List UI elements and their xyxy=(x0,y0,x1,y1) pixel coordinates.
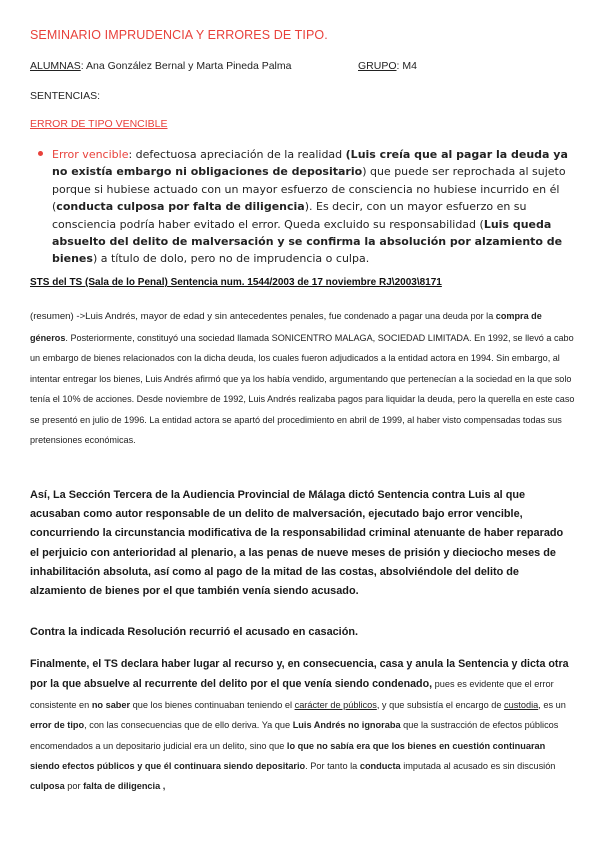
fallo-bold: error de tipo xyxy=(30,720,85,731)
alumnas-line xyxy=(30,60,291,72)
bullet-bold: conducta culposa por falta de diligencia xyxy=(56,200,305,214)
bullet-term: Error vencible xyxy=(52,148,129,161)
fallo-span: que los bienes continuaban teniendo el xyxy=(130,699,295,710)
fallo-ts-paragraph xyxy=(30,654,575,797)
document-title: SEMINARIO IMPRUDENCIA Y ERRORES DE TIPO. xyxy=(30,28,328,42)
fallo-bold: falta de diligencia , xyxy=(83,781,166,792)
fallo-span: , con las consecuencias que de ello deriva. Ya que xyxy=(84,720,293,731)
bullet-span: : defectuosa apreciación de la realidad xyxy=(128,148,346,161)
fallo-span: que la sustracción de efectos públicos encomendados a un depositario judicial era un delito, sino que xyxy=(30,720,559,751)
bullet-text xyxy=(52,146,570,268)
resumen-span: (resumen) ->Luis Andrés, mayor de edad y sin antecedentes penales, xyxy=(30,311,329,322)
fallo-lead: Finalmente, el TS declara haber lugar al recurso y, en consecuencia, casa y anula la Sentencia y dicta otra por la que absuelve al recurrente del delito por el que venía siendo condenado, xyxy=(30,658,569,691)
grupo-value: : M4 xyxy=(396,60,417,72)
fallo-bold: culposa xyxy=(30,781,65,792)
grupo-label: GRUPO xyxy=(358,60,397,72)
fallo-span: , es un xyxy=(538,699,566,710)
fallo-underline: carácter de públicos xyxy=(294,699,377,710)
fallo-bold: conducta xyxy=(359,761,401,772)
bullet-dot-icon xyxy=(38,151,43,156)
resumen-span: fue condenado a pagar una deuda por la xyxy=(328,311,496,321)
resumen-paragraph xyxy=(30,306,575,451)
fallo-span: por xyxy=(64,781,84,792)
bullet-bold: (Luis creía que al pagar la deuda ya no existía embargo ni obligaciones de depositario xyxy=(52,148,568,179)
bullet-span: ). Es decir, con un mayor esfuerzo en su consciencia podría haber evitado el error. Queda excluido su responsabilidad ( xyxy=(52,200,527,231)
fallo-underline: custodia xyxy=(504,699,539,710)
alumnas-label: ALUMNAS xyxy=(30,60,81,72)
section-heading: ERROR DE TIPO VENCIBLE xyxy=(30,118,168,130)
recurso-paragraph: Contra la indicada Resolución recurrió el acusado en casación. xyxy=(30,626,359,638)
sts-heading: STS del TS (Sala de lo Penal) Sentencia num. 1544/2003 de 17 noviembre RJ\2003\8171 xyxy=(30,277,442,288)
sentencias-label: SENTENCIAS: xyxy=(30,90,101,102)
fallo-span: , y que subsistía el encargo de xyxy=(376,699,504,710)
sentencia-audiencia-paragraph: Así, La Sección Tercera de la Audiencia Provincial de Málaga dictó Sentencia contra Luis al que acusaban como autor responsable de un delito de malversación, ejecutado bajo error vencible, concurriendo la circunstancia modificativa de la responsabilidad criminal atenuante de haber reparado el perjuicio con anterioridad al plenario, a las penas de nueve meses de prisión y dieciocho meses de inhabilitación absoluta, así como al pago de la mitad de las costas, absolviéndole del delito de alzamiento de bienes por el que también venía siendo acusado. xyxy=(30,489,564,598)
bullet-span: ) que puede ser reprochada al sujeto porque si hubiese actuado con un mayor esfuerzo de consciencia no hubiese incurrido en él ( xyxy=(52,165,566,214)
fallo-span: . Por tanto la xyxy=(305,761,360,772)
resumen-bold: compra de géneros xyxy=(30,311,542,343)
alumnas-value: : Ana González Bernal y Marta Pineda Palma xyxy=(80,60,292,72)
grupo-line xyxy=(358,60,417,72)
fallo-span: imputada al acusado es sin discusión xyxy=(400,761,556,772)
fallo-bold: Luis Andrés no ignoraba xyxy=(292,720,401,731)
fallo-bold: no saber xyxy=(91,699,131,710)
fallo-span: pues es evidente que el error consistente en xyxy=(30,679,554,710)
fallo-bold: lo que no sabía era que los bienes en cuestión continuaran siendo efectos públicos y que él continuara siendo depositario xyxy=(30,740,546,772)
bullet-span: ) a título de dolo, pero no de imprudencia o culpa. xyxy=(92,252,370,266)
bullet-bold: Luis queda absuelto del delito de malversación y se confirma la absolución por alzamiento de bienes xyxy=(52,217,563,266)
resumen-span: . Posteriormente, constituyó una sociedad llamada SONICENTRO MALAGA, SOCIEDAD LIMITADA. En 1992, se llevó a cabo un embargo de bienes relacionados con la dicha deuda, los cuales fueron adjudicados a la entidad actora en 1994. Sin embargo, al intentar entregar los bienes, Luis Andrés afirmó que ya los había vendido, argumentando que pertenecían a la sociedad en la que solo tenía el 10% de acciones. Desde noviembre de 1992, Luis Andrés realizaba pagos para liquidar la deuda, pero la querella en este caso se presentó en julio de 1996. La entidad actora se apartó del procedimiento en abril de 1999, al haber visto compensadas todas sus pretensiones económicas. xyxy=(30,332,575,445)
